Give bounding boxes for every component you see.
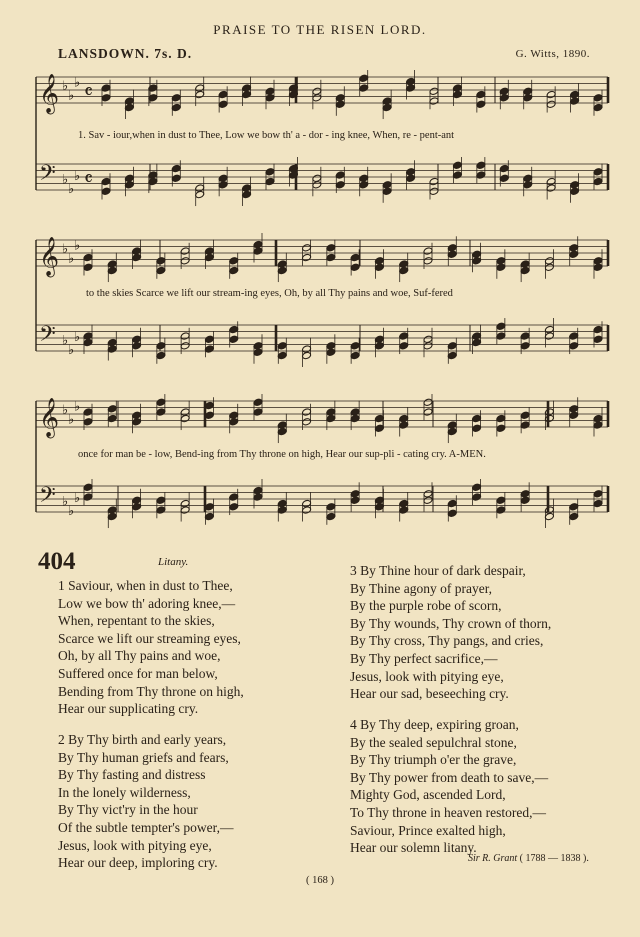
note-head (496, 322, 506, 330)
note-head (180, 499, 190, 507)
page-header: PRAISE TO THE RISEN LORD. (213, 22, 427, 37)
note-head (452, 171, 462, 179)
note-head (148, 84, 158, 92)
note-head (570, 181, 580, 189)
flat-icon: ♭ (62, 333, 69, 349)
note-head (544, 506, 554, 514)
verse-2 (58, 731, 233, 872)
note-head (593, 168, 603, 176)
note-head (399, 499, 409, 507)
note-head (302, 408, 312, 416)
verse-line: Low we bow th' adoring knee,— (58, 595, 236, 611)
note-head (499, 164, 509, 172)
note-head (107, 260, 117, 268)
verse-line: 3 By Thine hour of dark despair, (350, 563, 526, 578)
note-head (148, 171, 158, 179)
bass-clef-icon: 𝄢 (39, 322, 56, 353)
treble-clef-icon: 𝄞 (39, 397, 60, 438)
verse-line: By the purple robe of scorn, (350, 598, 502, 614)
note-head (218, 100, 228, 108)
note-head (447, 499, 457, 507)
flat-icon: ♭ (68, 504, 75, 519)
note-head (496, 506, 506, 514)
note-head (124, 174, 134, 182)
verse-line: Scarce we lift our streaming eyes, (58, 630, 241, 646)
note-head (569, 503, 579, 511)
note-head (447, 421, 457, 429)
note-head (302, 253, 312, 261)
note-head (229, 335, 239, 343)
verse-line: In the lonely wilderness, (58, 784, 191, 800)
flat-icon: ♭ (68, 343, 75, 358)
note-head (593, 257, 603, 265)
attribution-years: ( 1788 — 1838 ). (519, 853, 589, 864)
note-head (253, 342, 263, 350)
common-time-icon: 𝄴 (84, 79, 93, 104)
note-head (359, 74, 369, 82)
note-head (423, 247, 433, 255)
note-head (423, 408, 433, 416)
note-head (107, 405, 117, 413)
note-head (326, 503, 336, 511)
note-head (546, 177, 556, 185)
note-head (101, 84, 111, 92)
hymn-subtitle: Litany. (158, 556, 189, 568)
note-head (156, 342, 166, 350)
flat-icon: ♭ (62, 78, 69, 94)
note-head (83, 493, 93, 501)
note-head (447, 509, 457, 517)
note-head (359, 84, 369, 92)
flat-icon: ♭ (74, 238, 81, 254)
note-head (496, 496, 506, 504)
verse-line: By Thy fasting and distress (58, 767, 206, 783)
hymn-number: 404 (38, 548, 76, 575)
note-head (156, 496, 166, 504)
note-head (180, 408, 190, 416)
note-head (399, 332, 409, 340)
note-head (429, 97, 439, 105)
attribution-author: Sir R. Grant (468, 853, 518, 864)
note-head (520, 490, 530, 498)
note-head (476, 171, 486, 179)
treble-clef-icon: 𝄞 (39, 73, 60, 114)
note-head (520, 260, 530, 268)
note-head (326, 253, 336, 261)
verse-line: To Thy throne in heaven restored,— (350, 804, 547, 820)
lyrics-line-1: 1. Sav - iour,when in dust to Thee, Low we bow th' a - dor - ing knee, When, re - pent-ant (78, 130, 455, 141)
verse-line: Of the subtle tempter's power,— (58, 819, 234, 835)
note-head (180, 342, 190, 350)
note-head (569, 405, 579, 413)
verse-line: By Thy vict'ry in the hour (58, 802, 198, 818)
note-head (302, 345, 312, 353)
note-head (399, 342, 409, 350)
note-head (374, 335, 384, 343)
note-head (229, 503, 239, 511)
verse-line: Saviour, Prince exalted high, (350, 822, 506, 838)
note-head (423, 257, 433, 265)
bass-clef-icon: 𝄢 (39, 161, 56, 192)
verse-line: Hear our sad, beseeching cry. (350, 686, 509, 702)
note-head (523, 174, 533, 182)
note-head (83, 263, 93, 271)
note-head (229, 257, 239, 265)
attribution (468, 853, 589, 864)
note-head (218, 90, 228, 98)
lyrics-line-2: to the skies Scarce we lift our stream-ing eyes, Oh, by all Thy pains and woe, Suf-fered (86, 288, 453, 299)
note-head (180, 247, 190, 255)
note-head (124, 97, 134, 105)
note-head (83, 418, 93, 426)
note-head (132, 496, 142, 504)
verse-line: When, repentant to the skies, (58, 613, 215, 629)
flat-icon: ♭ (74, 491, 81, 506)
note-head (101, 177, 111, 185)
treble-clef-icon: 𝄞 (39, 236, 60, 277)
note-head (476, 161, 486, 169)
tune-name: LANSDOWN. 7s. D. (58, 46, 193, 61)
note-head (359, 174, 369, 182)
note-head (335, 94, 345, 102)
note-head (496, 332, 506, 340)
bass-clef-icon: 𝄢 (39, 483, 56, 514)
note-head (171, 174, 181, 182)
verse-line: Hear our deep, imploring cry. (58, 855, 218, 871)
note-head (406, 77, 416, 85)
note-head (350, 263, 360, 271)
note-head (265, 177, 275, 185)
note-head (83, 253, 93, 261)
note-head (265, 87, 275, 95)
note-head (156, 408, 166, 416)
note-head (399, 260, 409, 268)
note-head (156, 398, 166, 406)
note-head (195, 184, 205, 192)
note-head (171, 94, 181, 102)
note-head (570, 90, 580, 98)
note-head (156, 266, 166, 274)
note-head (326, 244, 336, 252)
note-head (423, 335, 433, 343)
flat-icon: ♭ (74, 330, 81, 345)
flat-icon: ♭ (62, 241, 69, 257)
note-head (374, 424, 384, 432)
note-head (265, 168, 275, 176)
verse-1 (58, 577, 244, 718)
note-head (593, 177, 603, 185)
verse-line: Hear our supplicating cry. (58, 701, 199, 717)
note-head (242, 184, 252, 192)
note-head (107, 338, 117, 346)
note-head (83, 408, 93, 416)
note-head (476, 90, 486, 98)
verse-3 (350, 562, 551, 703)
note-head (253, 398, 263, 406)
note-head (472, 424, 482, 432)
note-head (83, 332, 93, 340)
note-head (277, 342, 287, 350)
verse-line: Jesus, look with pitying eye, (58, 837, 212, 853)
flat-icon: ♭ (74, 169, 81, 184)
note-head (546, 100, 556, 108)
note-head (472, 493, 482, 501)
verse-line: By Thine agony of prayer, (350, 580, 493, 596)
note-head (569, 512, 579, 520)
note-head (253, 408, 263, 416)
note-head (101, 94, 111, 102)
note-head (277, 351, 287, 359)
note-head (277, 260, 287, 268)
note-head (472, 414, 482, 422)
note-head (472, 332, 482, 340)
note-head (472, 483, 482, 491)
note-head (520, 411, 530, 419)
note-head (204, 512, 214, 520)
note-head (406, 168, 416, 176)
note-head (335, 171, 345, 179)
note-head (447, 342, 457, 350)
note-head (350, 490, 360, 498)
note-head (229, 266, 239, 274)
note-head (452, 84, 462, 92)
note-head (229, 325, 239, 333)
note-head (253, 240, 263, 248)
verse-line: By the sealed sepulchral stone, (350, 734, 517, 750)
note-head (399, 414, 409, 422)
note-head (326, 342, 336, 350)
note-head (132, 411, 142, 419)
verse-line: By Thy human griefs and fears, (58, 749, 229, 765)
note-head (312, 174, 322, 182)
note-head (171, 103, 181, 111)
note-head (242, 84, 252, 92)
note-head (593, 335, 603, 343)
note-head (523, 87, 533, 95)
note-head (326, 408, 336, 416)
verse-line: Oh, by all Thy pains and woe, (58, 648, 221, 664)
note-head (156, 506, 166, 514)
note-head (382, 97, 392, 105)
verse-line: Bending from Thy throne on high, (58, 683, 244, 699)
note-head (496, 257, 506, 265)
note-head (569, 244, 579, 252)
note-head (107, 414, 117, 422)
flat-icon: ♭ (74, 75, 81, 91)
note-head (593, 325, 603, 333)
verse-line: By Thy cross, Thy pangs, and cries, (350, 633, 544, 649)
verse-line: Jesus, look with pitying eye, (350, 668, 504, 684)
flat-icon: ♭ (68, 88, 75, 104)
verse-line: By Thy power from death to save,— (350, 769, 549, 785)
note-head (593, 490, 603, 498)
flat-icon: ♭ (62, 494, 69, 510)
verse-line: 4 By Thy deep, expiring groan, (350, 717, 519, 732)
note-head (423, 398, 433, 406)
note-head (302, 418, 312, 426)
note-head (593, 103, 603, 111)
note-head (520, 421, 530, 429)
verse-line: 2 By Thy birth and early years, (58, 732, 227, 747)
note-head (350, 342, 360, 350)
note-head (593, 94, 603, 102)
note-head (101, 187, 111, 195)
note-head (499, 87, 509, 95)
note-head (569, 342, 579, 350)
verse-line: By Thy triumph o'er the grave, (350, 752, 517, 768)
note-head (429, 177, 439, 185)
note-head (171, 164, 181, 172)
note-head (447, 351, 457, 359)
note-head (382, 181, 392, 189)
flat-icon: ♭ (62, 402, 69, 418)
note-head (447, 244, 457, 252)
flat-icon: ♭ (74, 399, 81, 415)
lyrics-line-3: once for man be - low, Bend-ing from Thy throne on high, Hear our sup-pli - cating cry. A-MEN. (78, 449, 486, 460)
verse-line: 1 Saviour, when in dust to Thee, (58, 578, 233, 593)
note-head (593, 414, 603, 422)
composer: G. Witts, 1890. (515, 48, 590, 60)
note-head (180, 257, 190, 265)
note-head (350, 351, 360, 359)
note-head (156, 351, 166, 359)
flat-icon: ♭ (68, 182, 75, 197)
verse-line: By Thy wounds, Thy crown of thorn, (350, 615, 552, 631)
note-head (107, 506, 117, 514)
note-head (302, 244, 312, 252)
note-head (277, 421, 287, 429)
note-head (496, 414, 506, 422)
note-head (520, 332, 530, 340)
flat-icon: ♭ (62, 172, 69, 188)
note-head (218, 174, 228, 182)
note-head (253, 486, 263, 494)
note-head (452, 161, 462, 169)
note-head (204, 335, 214, 343)
note-head (204, 247, 214, 255)
note-head (350, 408, 360, 416)
note-head (544, 408, 554, 416)
note-head (476, 100, 486, 108)
note-head (544, 257, 554, 265)
verse-4 (350, 716, 548, 857)
note-head (429, 187, 439, 195)
note-head (593, 499, 603, 507)
note-head (195, 84, 205, 92)
note-head (546, 90, 556, 98)
note-head (277, 499, 287, 507)
note-head (496, 424, 506, 432)
flat-icon: ♭ (68, 251, 75, 267)
note-head (229, 411, 239, 419)
note-head (132, 247, 142, 255)
note-head (148, 94, 158, 102)
verse-line: Suffered once for man below, (58, 665, 218, 681)
common-time-icon: 𝄴 (84, 166, 93, 191)
note-head (156, 257, 166, 265)
note-head (326, 512, 336, 520)
note-head (180, 332, 190, 340)
verse-line: Mighty God, ascended Lord, (350, 787, 506, 803)
note-head (302, 499, 312, 507)
note-head (520, 342, 530, 350)
verse-line: By Thy perfect sacrifice,— (350, 650, 498, 666)
note-head (350, 253, 360, 261)
page-number: ( 168 ) (306, 875, 334, 886)
verse-line: Hear our solemn litany. (350, 840, 477, 856)
note-head (423, 490, 433, 498)
note-head (499, 174, 509, 182)
note-head (472, 250, 482, 258)
flat-icon: ♭ (68, 412, 75, 428)
note-head (569, 332, 579, 340)
note-head (429, 87, 439, 95)
note-head (312, 87, 322, 95)
note-head (544, 325, 554, 333)
note-head (132, 335, 142, 343)
note-head (229, 493, 239, 501)
note-head (335, 181, 345, 189)
note-head (374, 257, 384, 265)
note-head (204, 345, 214, 353)
note-head (83, 483, 93, 491)
